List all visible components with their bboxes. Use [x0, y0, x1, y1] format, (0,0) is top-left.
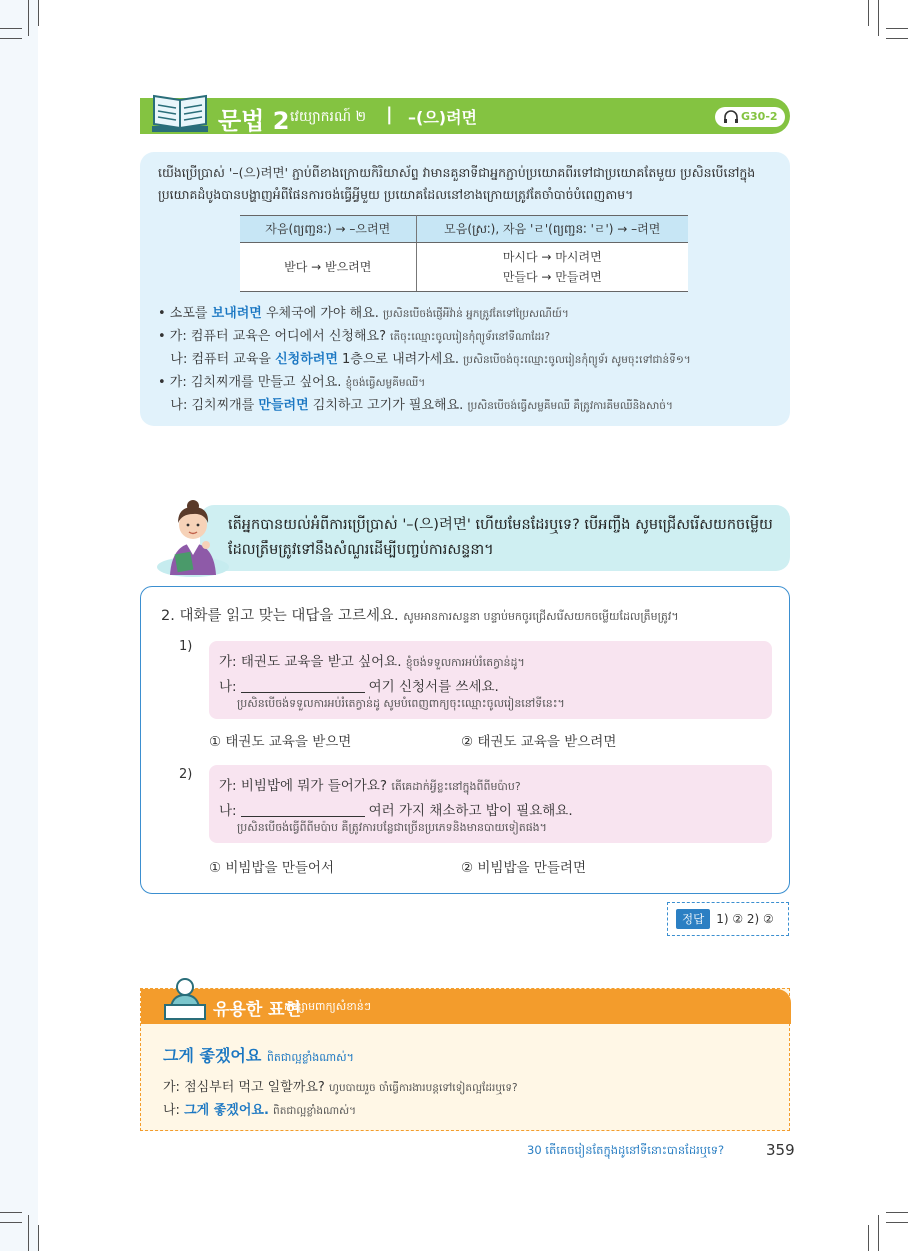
practice-question: 2. 대화를 읽고 맞는 대답을 고르세요. សូមអានការសន្ទនា បន្ទាប់មកចូរជ្រើសរើសយកចម្លើយដែលត្រឹមត្រូវ។ [161, 608, 679, 624]
useful-expression: 그게 좋겠어요 ពិតជាល្អខ្លាំងណាស់។ [163, 1046, 354, 1065]
useful-expression-title: 유용한 표현 [213, 1000, 302, 1020]
item-number: 2) [179, 767, 193, 782]
grammar-pattern: –(으)려면 [408, 108, 477, 127]
grammar-panel [140, 152, 790, 426]
teacher-illustration [156, 497, 230, 577]
option-1[interactable]: ① 태권도 교육을 받으면 [209, 734, 352, 750]
item-number: 1) [179, 639, 193, 654]
headphones-icon [723, 110, 739, 124]
audio-track-button[interactable] [715, 107, 785, 127]
example-line: • 소포를 보내려면 우체국에 가야 해요. ប្រសិនបើចង់ផ្ញើអីវ៉ាន់ អ្នកត្រូវតែទៅប្រៃសណីយ៍។ [158, 306, 569, 321]
table-cell-vowel [416, 243, 688, 292]
example-line: • 가: 컴퓨터 교육은 어디에서 신청해요? តើចុះឈ្មោះចូលរៀនកុំព្យូទ័រនៅទីណាដែរ? [158, 329, 551, 344]
option-2[interactable]: ② 태권도 교육을 받으려면 [461, 734, 617, 750]
instruction-line-2: ដែលត្រឹមត្រូវទៅនឹងសំណួរដើម្បីបញ្ចប់ការសន្ទនា។ [228, 542, 494, 558]
table-cell-consonant [240, 243, 416, 292]
grammar-subtitle: វេយ្យាករណ៍ ២ [290, 109, 367, 125]
vowel-example-2: 만들다 → 만들려면 [502, 270, 602, 284]
example-line: 나: 김치찌개를 만들려면 김치하고 고기가 필요해요. ប្រសិនបើចង់ធ្វើសម្លគីមឈី គឺត្រូវការគីមឈីនិងសាច់។ [158, 398, 673, 413]
crop-mark [0, 1222, 22, 1223]
crop-mark [0, 1212, 22, 1213]
vowel-example-1: 마시다 → 마시려면 [502, 250, 602, 264]
answer-label: 정답 [676, 909, 710, 929]
dialogue-line-ga: 가: 태권도 교육을 받고 싶어요. ខ្ញុំចង់ទទួលការអប់រំតេក្វាន់ដូ។ [219, 654, 525, 670]
instruction-bubble [200, 505, 790, 571]
page-edge-strip [0, 0, 38, 1251]
presenter-icon [163, 977, 207, 1023]
grammar-title: 문법 2 [218, 107, 290, 135]
crop-mark [878, 0, 879, 36]
crop-mark [38, 1225, 39, 1251]
crop-mark [0, 28, 22, 29]
page-number: 359 [766, 1141, 795, 1159]
crop-mark [886, 28, 908, 29]
crop-mark [0, 38, 22, 39]
book-icon [150, 90, 210, 134]
crop-mark [886, 38, 908, 39]
dialogue-line-na: 나: 여기 신청서를 쓰세요. [219, 679, 499, 695]
crop-mark [38, 0, 39, 26]
grammar-separator: | [386, 104, 393, 125]
answer-value: 1) ② 2) ② [716, 912, 774, 926]
grammar-description: យើងប្រើប្រាស់ '–(으)려면' ភ្ជាប់ពីខាងក្រោយកិរិយាស័ព្ទ វាមានគួនាទីជាអ្នកភ្ជាប់ប្រយោគពីរទៅជាប្រយោគតែមួយ ប្រសិនបើនៅក្នុងប្រយោគដំបូងបានបង្ហាញអំពីផែនការចង់ធ្វើអ្វីមួយ ប្រយោគដែលនៅខាងក្រោយត្រូវតែចាំបាច់បំពេញតាម។ [158, 165, 756, 202]
conjugation-table [240, 215, 688, 292]
practice-box [140, 586, 790, 894]
table-header-vowel: 모음(ស្រៈ), 자음 'ㄹ'(ព្យញ្ជនៈ 'ㄹ') → –려면 [416, 216, 688, 243]
dialogue-line-na-translation: ប្រសិនបើចង់ធ្វើពីពីមប៉ាប គឺត្រូវការបន្លែជាច្រើនប្រភេទនិងមានបាយទៀតផង។ [237, 821, 547, 834]
lesson-footer: 30 តើគេចរៀនតែក្នុងដូនៅទីនោះបានដែរឬទេ? [527, 1143, 725, 1157]
answer-blank [241, 803, 365, 817]
useful-dialogue-ga: 가: 점심부터 먹고 일할까요? ហូបបាយរួច ចាំធ្វើការងារបន្តទៅទៀតល្អដែរឬទេ? [163, 1080, 518, 1095]
table-header-consonant: 자음(ព្យញ្ជនៈ) → –으려면 [240, 216, 416, 243]
dialogue-box [209, 765, 772, 843]
useful-expression-subtitle: កន្សោមពាក្យសំខាន់ៗ [284, 1000, 371, 1013]
grammar-header [140, 98, 790, 134]
crop-mark [868, 1225, 869, 1251]
example-line: 나: 컴퓨터 교육을 신청하려면 1층으로 내려가세요. ប្រសិនបើចង់ចុះឈ្មោះចូលរៀនកុំព្យូទ័រ សូមចុះទៅជាន់ទី១។ [158, 352, 691, 367]
crop-mark [886, 1222, 908, 1223]
useful-expression-box [140, 988, 790, 1131]
example-line: • 가: 김치찌개를 만들고 싶어요. ខ្ញុំចង់ធ្វើសម្លគីមឈី។ [158, 375, 426, 390]
crop-mark [868, 0, 869, 26]
dialogue-line-na-translation: ប្រសិនបើចង់ទទួលការអប់រំតេក្វាន់ដូ សូមបំពេញពាក្យចុះឈ្មោះចូលរៀននៅទីនេះ។ [237, 697, 565, 710]
option-2[interactable]: ② 비빔밥을 만들려면 [461, 860, 587, 876]
crop-mark [878, 1215, 879, 1251]
answer-box [667, 902, 789, 936]
answer-blank [241, 679, 365, 693]
crop-mark [28, 0, 29, 36]
consonant-example: 받다 → 받으려면 [284, 260, 372, 274]
audio-code: G30-2 [741, 110, 778, 123]
dialogue-box [209, 641, 772, 719]
crop-mark [886, 1212, 908, 1213]
dialogue-line-ga: 가: 비빔밥에 뭐가 들어가요? តើគេដាក់អ្វីខ្លះនៅក្នុងពីពីមប៉ាប? [219, 778, 521, 794]
instruction-line-1: តើអ្នកបានយល់អំពីការប្រើប្រាស់ '–(으)려면' ហើយមែនដែរឬទេ? បើអញ្ចឹង សូមជ្រើសរើសយកចម្លើយ [228, 517, 773, 533]
crop-mark [28, 1215, 29, 1251]
dialogue-line-na: 나: 여러 가지 채소하고 밥이 필요해요. [219, 803, 573, 819]
useful-dialogue-na: 나: 그게 좋겠어요. ពិតជាល្អខ្លាំងណាស់។ [163, 1103, 357, 1118]
option-1[interactable]: ① 비빔밥을 만들어서 [209, 860, 335, 876]
useful-expression-header [141, 989, 791, 1024]
